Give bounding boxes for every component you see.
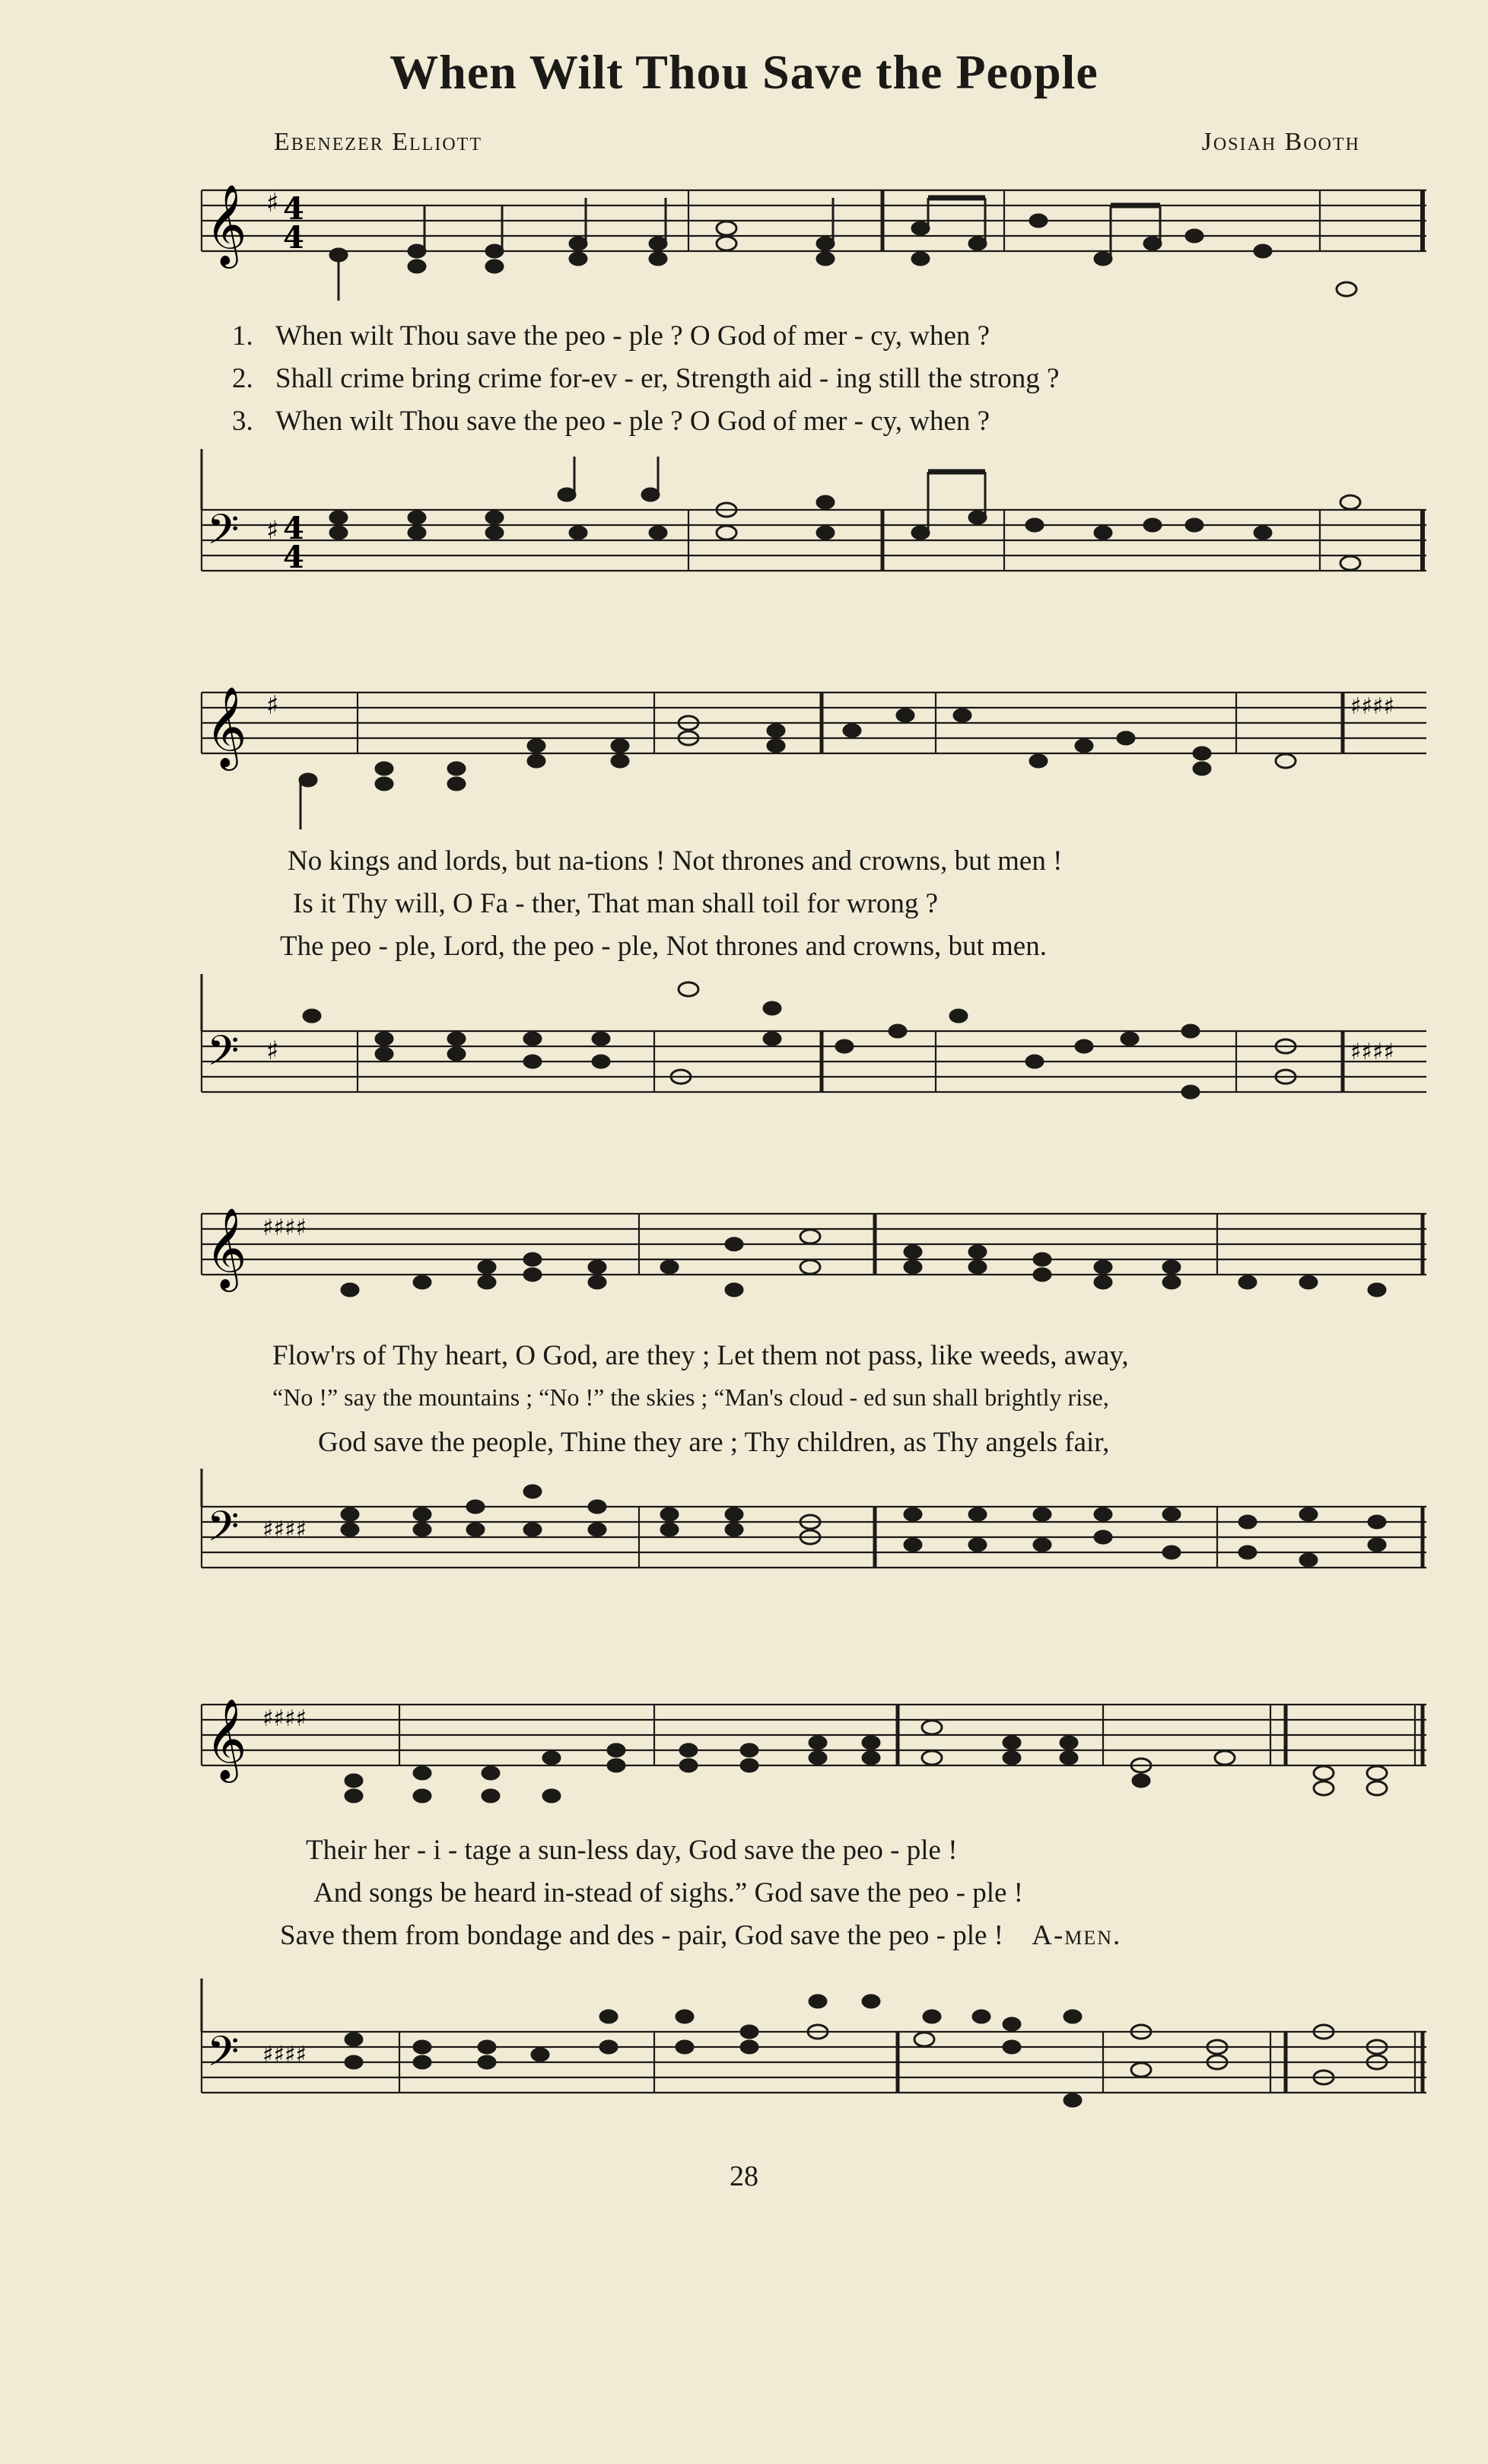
- system-1-treble-staff: [0, 175, 1488, 335]
- svg-text:𝄢: 𝄢: [207, 505, 240, 564]
- svg-text:♯♯♯♯: ♯♯♯♯: [262, 1517, 307, 1543]
- composer-credit: Josiah Booth: [1201, 128, 1360, 156]
- system-2-treble-staff: [0, 670, 1488, 837]
- svg-text:4: 4: [283, 540, 304, 575]
- svg-text:♯: ♯: [266, 1036, 279, 1066]
- svg-text:♯♯♯♯: ♯♯♯♯: [262, 1705, 307, 1732]
- svg-text:𝄞: 𝄞: [205, 686, 247, 767]
- verse-number: 1.: [232, 320, 253, 352]
- lyric-verse-2: “No !” say the mountains ; “No !” the skies ; “Man's cloud - ed sun shall brightly rise,: [272, 1383, 1109, 1411]
- lyric-text: Shall crime bring crime for-ev - er, Strength aid - ing still the strong ?: [275, 363, 1060, 394]
- svg-text:4: 4: [283, 220, 304, 256]
- svg-text:𝄞: 𝄞: [205, 1698, 247, 1779]
- svg-text:4: 4: [283, 511, 304, 546]
- svg-text:♯: ♯: [266, 515, 279, 546]
- svg-text:𝄢: 𝄢: [207, 2027, 240, 2086]
- svg-text:♯♯♯♯: ♯♯♯♯: [262, 2042, 307, 2068]
- page-number: 28: [730, 2160, 758, 2192]
- svg-text:♯♯♯♯: ♯♯♯♯: [262, 1214, 307, 1241]
- lyric-verse-2: And songs be heard in-stead of sighs.” God save the peo - ple !: [313, 1877, 1023, 1908]
- lyric-text: Save them from bondage and des - pair, God save the peo - ple !: [280, 1920, 1003, 1951]
- verse-number: 2.: [232, 363, 253, 394]
- lyric-verse-3: [280, 1919, 1121, 1952]
- svg-text:𝄞: 𝄞: [205, 1207, 247, 1288]
- lyric-verse-1: [232, 320, 990, 352]
- lyric-verse-3: The peo - ple, Lord, the peo - ple, Not thrones and crowns, but men.: [280, 931, 1047, 962]
- lyric-verse-3: God save the people, Thine they are ; Thy children, as Thy angels fair,: [318, 1427, 1110, 1458]
- lyric-verse-3: [232, 405, 990, 438]
- lyricist-credit: Ebenezer Elliott: [274, 128, 482, 156]
- system-4-bass-staff: [0, 1979, 1488, 2154]
- lyric-verse-2: [232, 362, 1059, 395]
- lyric-verse-1: Flow'rs of Thy heart, O God, are they ; Let them not pass, like weeds, away,: [272, 1340, 1129, 1371]
- svg-text:♯♯♯♯: ♯♯♯♯: [1350, 693, 1395, 720]
- svg-text:♯♯♯♯: ♯♯♯♯: [1350, 1039, 1395, 1065]
- svg-text:♯: ♯: [266, 188, 279, 218]
- system-3-bass-staff: [0, 1469, 1488, 1644]
- hymn-title: When Wilt Thou Save the People: [389, 45, 1099, 99]
- amen-ending: A-men.: [1032, 1920, 1122, 1951]
- system-2-bass-staff: [0, 974, 1488, 1149]
- svg-text:𝄞: 𝄞: [205, 183, 247, 265]
- lyric-text: When wilt Thou save the peo - ple ? O God of mer - cy, when ?: [275, 406, 990, 437]
- verse-number: 3.: [232, 406, 253, 437]
- svg-text:𝄢: 𝄢: [207, 1027, 240, 1085]
- svg-text:4: 4: [283, 191, 304, 227]
- lyric-verse-2: Is it Thy will, O Fa - ther, That man shall toil for wrong ?: [293, 888, 939, 919]
- lyric-text: When wilt Thou save the peo - ple ? O God of mer - cy, when ?: [275, 320, 990, 352]
- lyric-verse-1: No kings and lords, but na-tions ! Not thrones and crowns, but men !: [288, 845, 1063, 877]
- system-4-treble-staff: [0, 1674, 1488, 1842]
- svg-text:𝄢: 𝄢: [207, 1502, 240, 1561]
- system-3-treble-staff: [0, 1183, 1488, 1351]
- svg-text:♯: ♯: [266, 690, 279, 721]
- system-1-bass-staff: [0, 449, 1488, 624]
- lyric-verse-1: Their her - i - tage a sun-less day, God save the peo - ple !: [306, 1835, 958, 1866]
